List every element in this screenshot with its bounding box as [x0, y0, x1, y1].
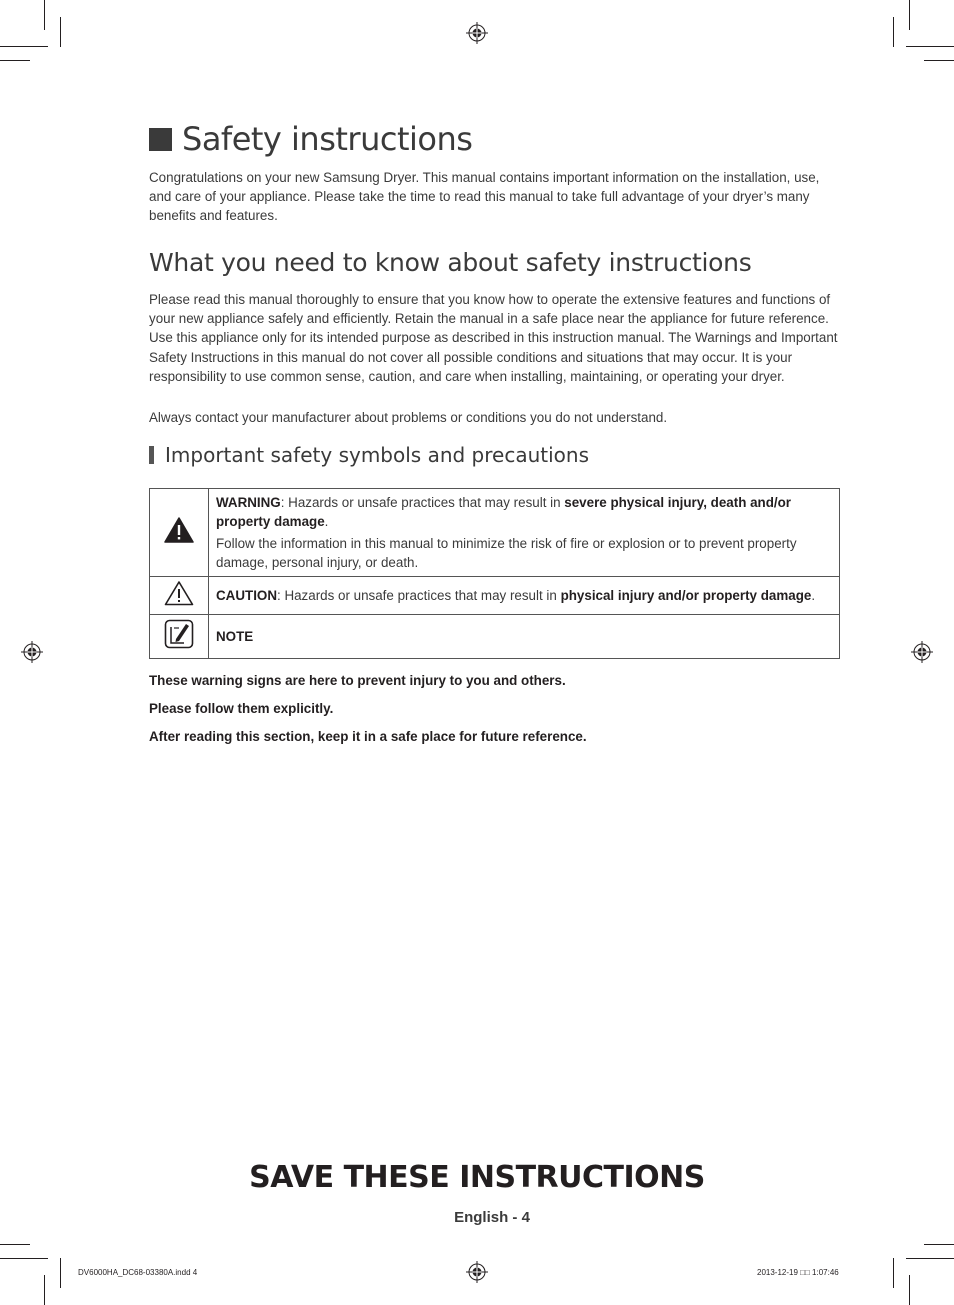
caution-icon	[164, 580, 194, 606]
crop-mark	[906, 46, 954, 47]
note-row	[150, 615, 840, 659]
crop-mark	[924, 60, 954, 61]
safety-symbols-table	[149, 488, 840, 659]
subsection-bar-icon	[149, 446, 154, 464]
caution-text: : Hazards or unsafe practices that may result in	[277, 588, 561, 603]
page-number: English - 4	[454, 1209, 530, 1226]
crop-mark	[60, 17, 61, 47]
note-icon-cell	[150, 615, 209, 659]
note-text-cell	[209, 615, 840, 659]
warning-period: .	[324, 514, 329, 529]
crop-mark	[909, 1275, 910, 1305]
warning-definition	[216, 493, 832, 531]
title-square-icon	[149, 128, 172, 151]
crop-mark	[44, 1275, 45, 1305]
caution-label: CAUTION	[216, 588, 277, 603]
subsection-title: Important safety symbols and precautions	[165, 443, 589, 467]
registration-mark-icon	[466, 22, 488, 44]
warning-icon	[164, 517, 194, 543]
caution-row	[150, 577, 840, 615]
note-label: NOTE	[216, 629, 254, 644]
registration-mark-icon	[466, 1261, 488, 1283]
warning-emphasis: severe physical injury, death and/or property damage	[216, 495, 792, 529]
contact-paragraph: Always contact your manufacturer about problems or conditions you do not understand.	[149, 410, 668, 425]
page-title-block	[149, 120, 472, 158]
section-paragraph: Please read this manual thoroughly to ensure that you know how to operate the extensive features and functions of your new appliance safely and efficiently. Retain the manual in a safe place near the appliance for future reference. Use this appliance only for its intended purpose as described in this instruction manual. The Warnings and Important Safety Instructions in this manual do not cover all possible conditions and situations that may occur. It is your responsibility to use common sense, caution, and care when installing, maintaining, or operating your dryer.	[149, 292, 838, 384]
caution-definition	[216, 586, 832, 605]
crop-mark	[60, 1258, 61, 1288]
warning-text: : Hazards or unsafe practices that may result in	[280, 495, 565, 510]
closing-line-1: These warning signs are here to prevent injury to you and others.	[149, 673, 566, 688]
warning-label: WARNING	[216, 495, 281, 510]
crop-mark	[924, 1244, 954, 1245]
registration-mark-icon	[911, 641, 933, 663]
caution-period: .	[811, 588, 816, 603]
crop-mark	[909, 0, 910, 30]
crop-mark	[0, 46, 48, 47]
intro-paragraph: Congratulations on your new Samsung Dryer. This manual contains important information on the installation, use, and care of your appliance. Please take the time to read this manual to take full advantage of your dryer’s many benefits and features.	[149, 170, 820, 224]
warning-follow: Follow the information in this manual to minimize the risk of fire or explosion or to prevent property damage, personal injury, or death.	[216, 536, 797, 570]
section-title: What you need to know about safety instructions	[149, 248, 752, 277]
closing-line-2: Please follow them explicitly.	[149, 701, 334, 716]
crop-mark	[0, 60, 30, 61]
crop-mark	[0, 1258, 48, 1259]
closing-line-3: After reading this section, keep it in a safe place for future reference.	[149, 729, 587, 744]
registration-mark-icon	[21, 641, 43, 663]
crop-mark	[893, 1258, 894, 1288]
warning-row	[150, 489, 840, 577]
slug-timestamp: 2013-12-19 □□ 1:07:46	[757, 1268, 839, 1277]
crop-mark	[906, 1258, 954, 1259]
page-title: Safety instructions	[182, 120, 473, 158]
note-pencil-icon	[164, 619, 194, 649]
subsection-title-block	[149, 443, 589, 467]
crop-mark	[0, 1244, 30, 1245]
slug-filename: DV6000HA_DC68-03380A.indd 4	[78, 1268, 198, 1277]
caution-icon-cell	[150, 577, 209, 615]
warning-icon-cell	[150, 489, 209, 577]
warning-text-cell	[209, 489, 840, 577]
crop-mark	[893, 17, 894, 47]
crop-mark	[44, 0, 45, 30]
caution-text-cell	[209, 577, 840, 615]
caution-emphasis: physical injury and/or property damage	[560, 588, 812, 603]
save-instructions-heading: SAVE THESE INSTRUCTIONS	[249, 1160, 705, 1195]
